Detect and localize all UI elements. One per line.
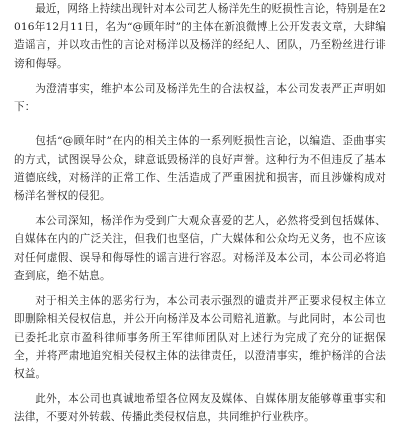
paragraph-declaration: 为澄清事实，维护本公司及杨洋先生的合法权益，本公司发表严正声明如下： xyxy=(14,82,386,114)
paragraph-appeal: 此外，本公司也真诚地希望各位网友及媒体、自媒体朋友能够尊重事实和法律，不要对外转载、传播此类侵权信息，共同维护行业秩序。 xyxy=(14,393,386,424)
paragraph-intro: 最近，网络上持续出现针对本公司艺人杨洋先生的贬损性言论，特别是在2016年12月11日，名为“@顾年时”的主体在新浪微博上公开发表文章，大肆编造谣言，并以攻击性的言论对杨洋以及杨洋的经纪人、团队，乃至粉丝进行诽谤和侮辱。 xyxy=(14,3,386,70)
spacer xyxy=(14,73,386,80)
paragraph-defamation: 包括“@顾年时”在内的相关主体的一系列贬损性言论，以编造、歪曲事实的方式，试图误导公众，肆意诋毁杨洋的良好声誉。这种行为不但违反了基本道德底线，对杨洋的正常工作、生活造成了严重困扰和损害，而且涉嫌构成对杨洋名誉权的侵犯。 xyxy=(14,135,386,202)
paragraph-media-attention: 本公司深知，杨洋作为受到广大观众喜爱的艺人，必然将受到包括媒体、自媒体在内的广泛关注，但我们也坚信，广大媒体和公众均无义务，也不应该对任何虚假、误导和侮辱性的谣言进行容忍。对杨洋及本公司，本公司必将追查到底，绝不姑息。 xyxy=(14,215,386,282)
paragraph-legal-action: 对于相关主体的恶劣行为，本公司表示强烈的谴责并严正要求侵权主体立即删除相关侵权信息，并公开向杨洋及本公司赔礼道歉。与此同时，本公司也已委托北京市盈科律师事务所王军律师团队对上述行为完成了充分的证据保全，并将严肃地追究相关侵权主体的法律责任，以澄清事实，维护杨洋的合法权益。 xyxy=(14,295,386,380)
spacer xyxy=(14,205,386,212)
spacer xyxy=(14,383,386,390)
spacer xyxy=(14,285,386,292)
spacer xyxy=(14,116,386,132)
